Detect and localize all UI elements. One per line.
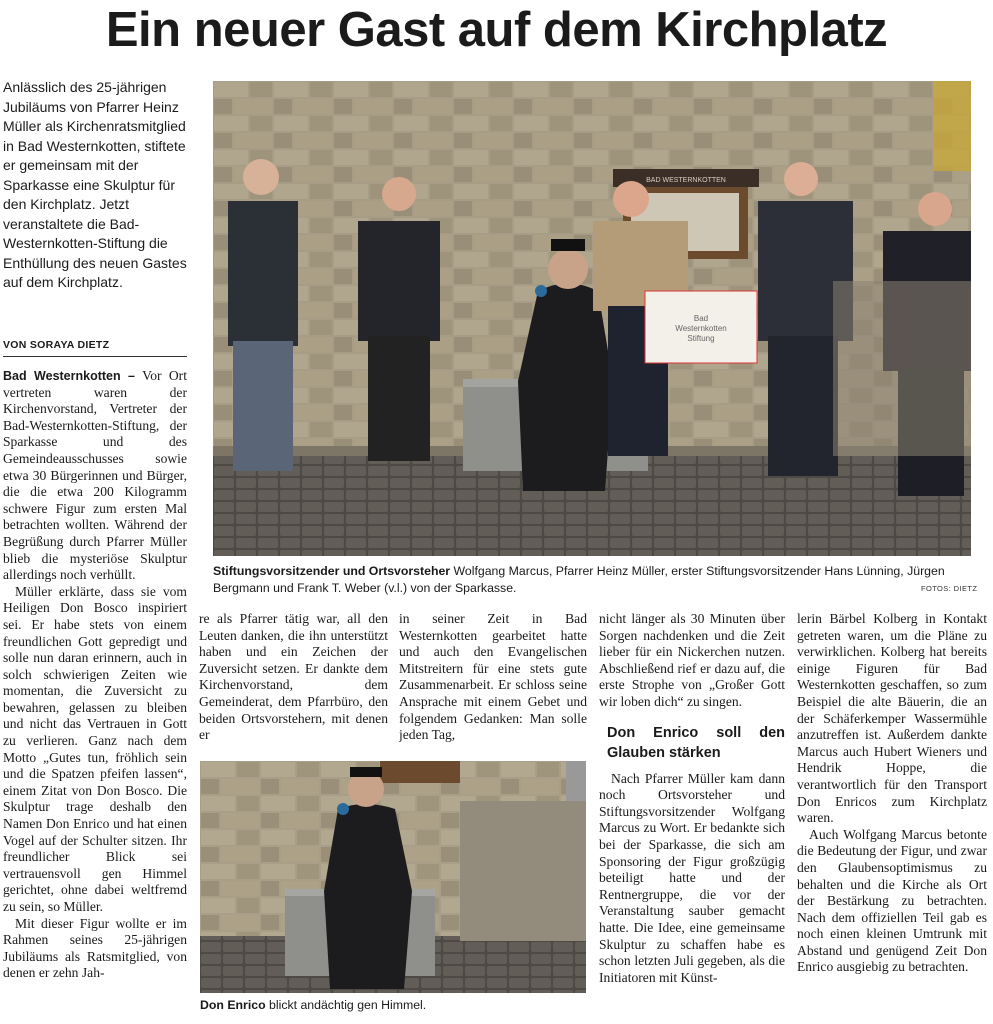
article-column-3	[399, 611, 587, 751]
paragraph: in seiner Zeit in Bad Westernkotten gearbeitet hatte und auch den Evangelischen Mitstreitern für eine stets gute Zusammenarbeit. Er schloss seine Ansprache mit einem Gebet und folgendem Gedanken: Man solle jeden Tag,	[399, 611, 587, 743]
subheadline: Don Enrico soll den Glauben stärken	[607, 724, 785, 761]
photo-credit: FOTOS: DIETZ	[921, 584, 978, 593]
lead-paragraph: Anlässlich des 25-jährigen Jubiläums von Pfarrer Heinz Müller als Kirchenratsmitglied in Bad Westernkotten, stiftete er gemeinsam mit der Sparkasse eine Skulptur für den Kirchplatz. Jetzt veranstaltete die Bad-Westernkotten-Stiftung die Enthüllung des neuen Gastes auf dem Kirchplatz.	[3, 79, 187, 290]
secondary-photo	[200, 761, 586, 993]
paragraph: Bad Westernkotten – Vor Ort vertreten waren der Kirchenvorstand, Vertreter der Bad-Westernkotten-Stiftung, der Sparkasse und des Gemeindeausschusses sowie etwa 30 Bürgerinnen und Bürger, die die etwa 200 Kilogramm schwere Figur zum ersten Mal betrachten wollten. Während der Begrüßung durch Pfarrer Müller blieb die mysteriöse Skulptur allerdings noch verhüllt.	[3, 368, 187, 583]
paragraph: lerin Bärbel Kolberg in Kontakt getreten waren, um die Pläne zu verwirklichen. Kolberg hat bereits einige Figuren für Bad Westernkotten geschaffen, so zum Beispiel die alte Bäuerin, die an der Schäferkemper Wassermühle anzutreffen ist. Außerdem dankte Marcus auch Hubert Wieners und Hendrik Hoppe, die verantwortlich für den Transport Don Enricos zum Kirchplatz waren.	[797, 611, 987, 826]
main-photo	[213, 81, 971, 556]
article-column-4	[599, 611, 785, 1021]
headline: Ein neuer Gast auf dem Kirchplatz	[105, 3, 888, 57]
check-text-1: Bad	[693, 314, 709, 323]
dateline: Bad Westernkotten –	[3, 369, 136, 383]
paragraph: Müller erklärte, dass sie vom Heiligen Don Bosco inspiriert sei. Er habe stets von einem freundlichen Gott gepredigt und solle nun daran erinnern, auch in solch schwierigen Zeiten wie momentan, die Zuversicht zu bewahren, gelassen zu bleiben und nicht das Vertrauen in Gott zu verlieren. Ganz nach dem Motto „Gutes tun, fröhlich sein und die Spatzen pfeifen lassen“, einem Zitat von Don Bosco. Die Skulptur trage deshalb den Namen Don Enrico und hat einen Vogel auf der Schulter sitzen. Ihr freundlicher Blick sei vertrauensvoll gen Himmel gerichtet, ohne dabei weltfremd zu sein, so Müller.	[3, 583, 187, 914]
sign-text: BAD WESTERNKOTTEN	[646, 177, 726, 184]
photo-caption-secondary: Don Enrico blickt andächtig gen Himmel.	[200, 998, 427, 1012]
article-column-2	[199, 611, 388, 751]
paragraph: Auch Wolfgang Marcus betonte die Bedeutung der Figur, und zwar den Glaubensoptimismus zu behalten und die Kirche als Ort der Bestärkung zu betrachten. Nach dem offiziellen Teil gab es noch einen kleinen Umtrunk mit Abstand und genügend Zeit Don Enrico ausgiebig zu betrachten.	[797, 826, 987, 975]
paragraph: Mit dieser Figur wollte er im Rahmen seines 25-jährigen Jubiläums als Ratsmitglied, von denen er zehn Jah-	[3, 915, 187, 981]
photo-caption-main: Stiftungsvorsitzender und Ortsvorsteher Wolfgang Marcus, Pfarrer Heinz Müller, erster Stiftungsvorsitzender Hans Lünning, Jürgen Bergmann und Frank T. Weber (v.l.) von der Sparkasse.	[213, 564, 945, 595]
check-text-3: Stiftung	[687, 334, 715, 343]
article-column-5	[797, 611, 987, 1021]
paragraph: nicht länger als 30 Minuten über Sorgen nachdenken und die Zeit lieber für ein Nickerchen nutzen. Abschließend rief er dazu auf, die erste Strophe von „Großer Gott wir loben dich“ zu singen.	[599, 611, 785, 709]
byline: VON SORAYA DIETZ	[3, 339, 187, 357]
check-text-2: Westernkotten	[675, 324, 727, 333]
paragraph: re als Pfarrer tätig war, all den Leuten danken, die ihn unterstützt haben und ein Zeichen der Zuversicht setzen. Er dankte dem Kirchenvorstand, dem Gemeinderat, dem Pfarrbüro, den beiden Ortsvorstehern, mit denen er	[199, 611, 388, 743]
article-column-1	[3, 368, 187, 1018]
paragraph: Nach Pfarrer Müller kam dann noch Ortsvorsteher und Stiftungsvorsitzender Wolfgang Marcus zu Wort. Er bedankte sich bei der Sparkasse, die sich am Sponsoring der Figur großzügig beteiligt hatte und der Rentnergruppe, die vor der Veranstaltung sauber gemacht hatte. Die Idee, eine gemeinsame Skulptur zu schaffen habe es schon letzten Juli gegeben, als die Initiatoren mit Künst-	[599, 770, 785, 985]
